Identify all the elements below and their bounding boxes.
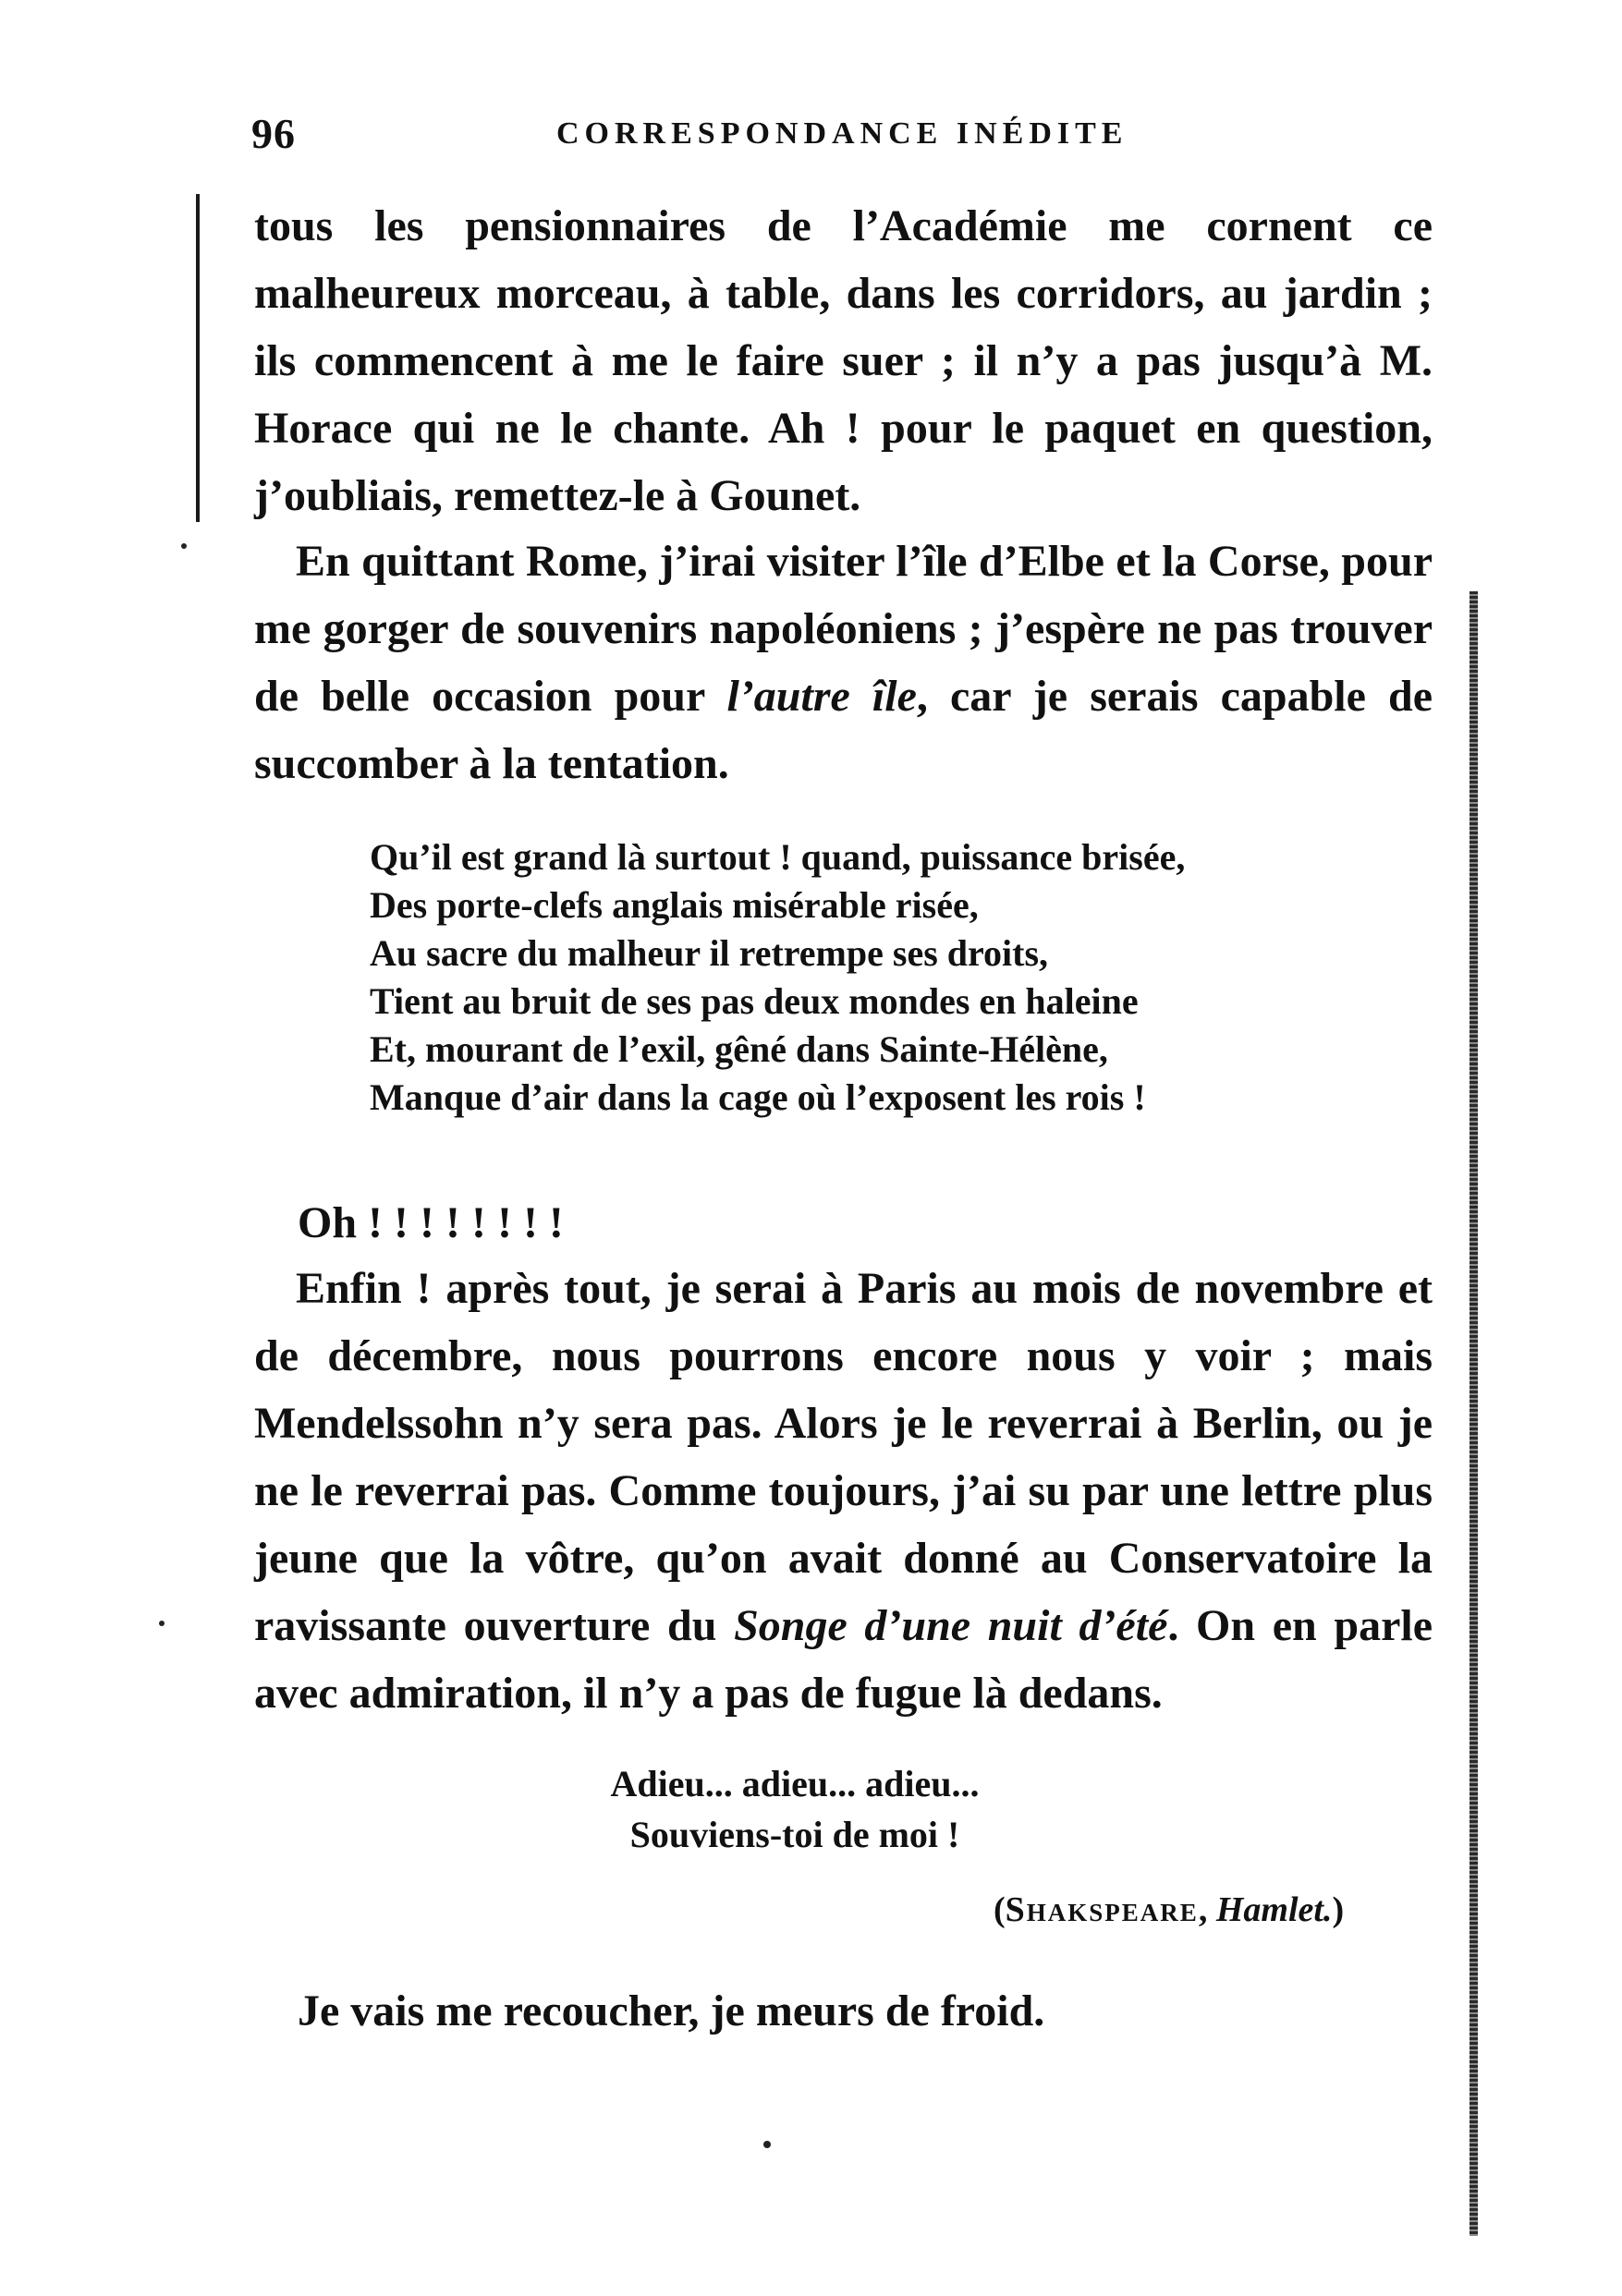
paragraph-2 — [254, 528, 1433, 797]
paragraph-2-text-b: , car je serais capable de succomber à la tentation. — [254, 672, 1433, 788]
running-title: CORRESPONDANCE INÉDITE — [556, 116, 1128, 151]
attribution-work: Hamlet. — [1215, 1890, 1333, 1929]
margin-rule — [196, 194, 200, 522]
attribution-close: ) — [1332, 1890, 1345, 1929]
poem-stanza — [370, 833, 1349, 1122]
ink-speck — [763, 2141, 771, 2148]
page-header — [251, 109, 1434, 164]
paragraph-3-italic: Songe d’une nuit d’été — [734, 1601, 1168, 1650]
paragraph-2-text-a: En quittant Rome, j’irai visiter l’île d’Elbe et la Corse, pour me gorger de souvenirs napoléoniens ; j’espère ne pas trouver de belle occasion pour — [254, 537, 1433, 721]
poem-line: Tient au bruit de ses pas deux mondes en haleine — [370, 980, 1139, 1022]
paragraph-3 — [254, 1255, 1433, 1727]
ink-speck — [181, 543, 187, 549]
ink-speck — [159, 1621, 165, 1626]
attribution-open: ( — [994, 1890, 1006, 1929]
hamlet-quote — [462, 1758, 1128, 1860]
scan-edge — [1470, 591, 1478, 2236]
paragraph-3-text-b: . On en parle avec admiration, il n’y a pas de fugue là dedans. — [254, 1601, 1433, 1718]
closing-line: Je vais me recoucher, je meurs de froid. — [298, 1986, 1045, 2035]
paragraph-3-text-a: Enfin ! après tout, je serai à Paris au mois de novembre et de décembre, nous pourrons encore nous y voir ; mais Mendelssohn n’y sera pas. Alors je le reverrai à Berlin, ou je ne le reverrai pas. Comme toujours, j’ai su par une lettre plus jeune que la vôtre, qu’on avait donné au Conservatoire la ravissante ouverture du — [254, 1264, 1433, 1650]
attribution-separator: , — [1198, 1890, 1216, 1929]
page-number: 96 — [251, 110, 296, 157]
attribution-author: Shakspeare — [1005, 1890, 1199, 1929]
poem-line: Au sacre du malheur il retrempe ses droits, — [370, 932, 1049, 974]
quote-line: Souviens-toi de moi ! — [629, 1814, 960, 1855]
exclamation: Oh ! ! ! ! ! ! ! ! — [298, 1198, 564, 1247]
poem-line: Qu’il est grand là surtout ! quand, puissance brisée, — [370, 836, 1186, 878]
quote-attribution — [994, 1889, 1344, 1930]
poem-line: Des porte-clefs anglais misérable risée, — [370, 884, 979, 926]
quote-line: Adieu... adieu... adieu... — [610, 1763, 980, 1804]
paragraph-1: tous les pensionnaires de l’Académie me cornent ce malheureux morceau, à table, dans les corridors, au jardin ; ils commencent à me le faire suer ; il n’y a pas jusqu’à M. Horace qui ne le chante. Ah ! pour le paquet en question, j’oubliais, remettez-le à Gounet. — [254, 201, 1433, 520]
poem-line: Et, mourant de l’exil, gêné dans Sainte-Hélène, — [370, 1028, 1108, 1070]
poem-line: Manque d’air dans la cage où l’exposent les rois ! — [370, 1076, 1146, 1118]
paragraph-2-italic: l’autre île — [726, 672, 917, 721]
